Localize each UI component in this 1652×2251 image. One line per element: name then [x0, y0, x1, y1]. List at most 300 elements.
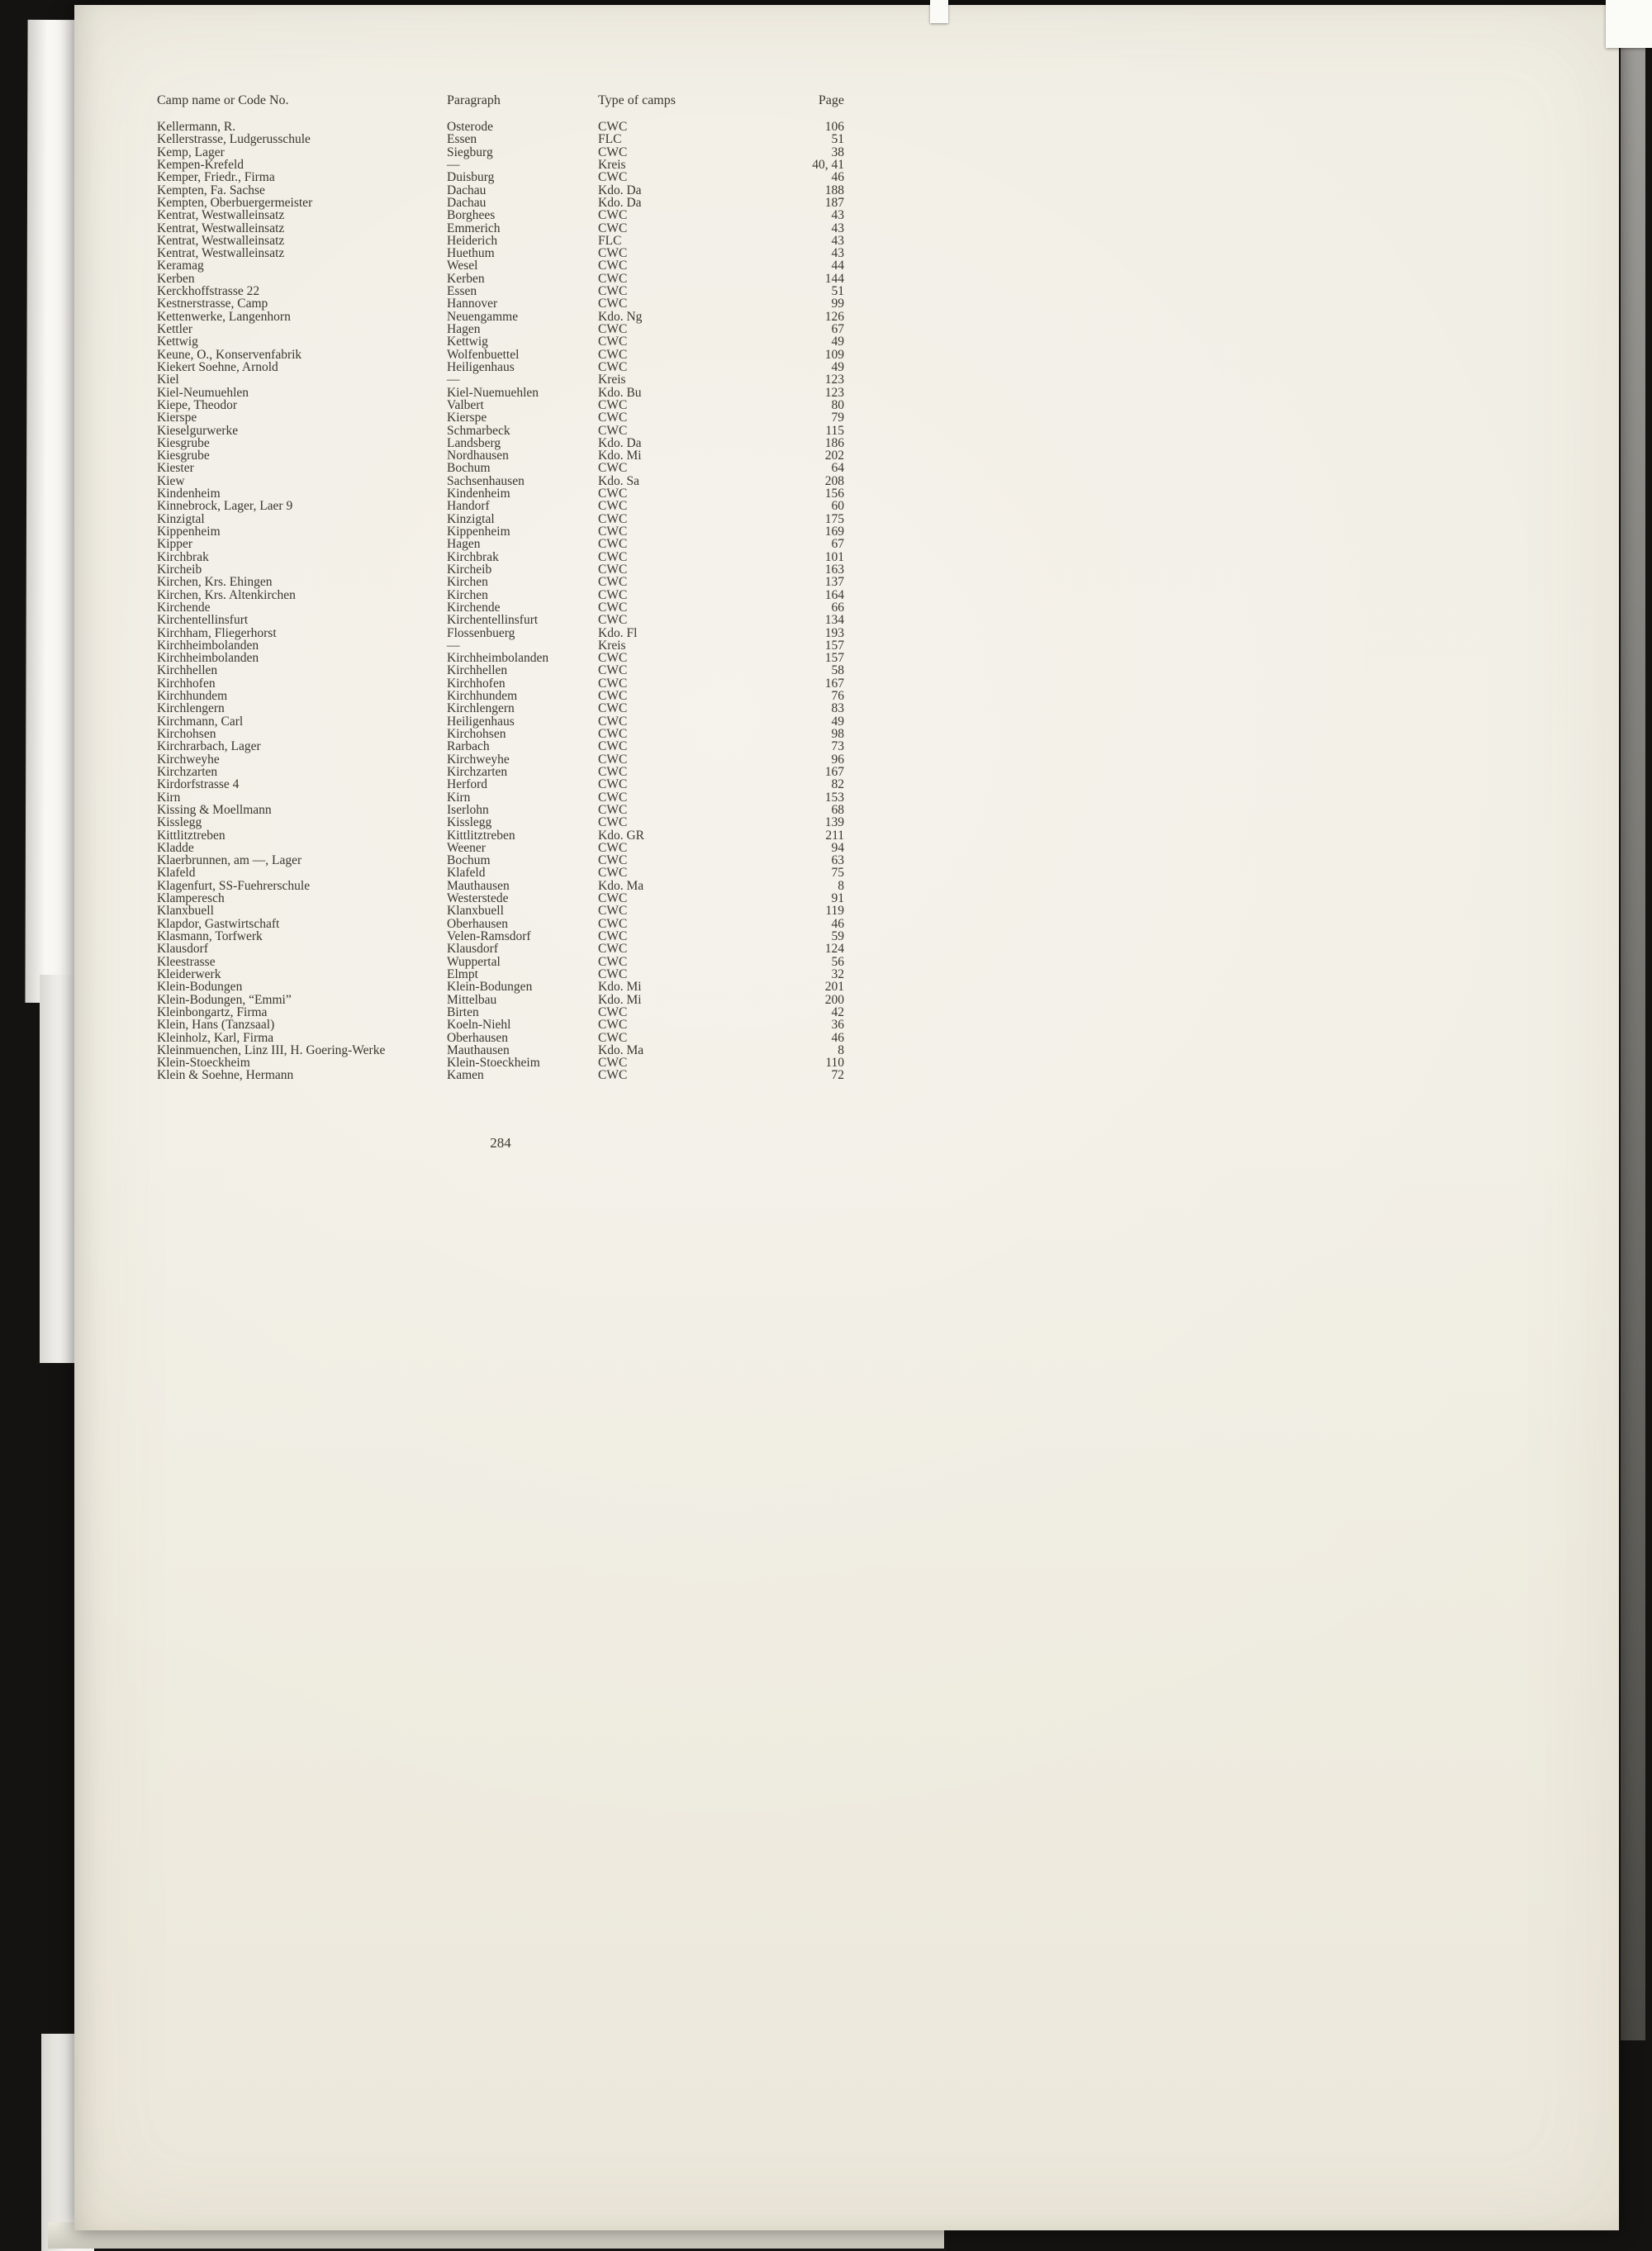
table-row	[157, 197, 844, 209]
camp-type-cell: CWC	[598, 916, 628, 931]
page-number-cell: 82	[831, 777, 844, 792]
paragraph-cell: Kirchhofen	[447, 676, 506, 691]
paragraph-cell: Neuengamme	[447, 309, 519, 324]
paragraph-cell: Mauthausen	[447, 878, 510, 893]
paragraph-cell: Heiligenhaus	[447, 714, 515, 729]
table-row	[157, 462, 844, 474]
column-header-camp-name: Camp name or Code No.	[157, 93, 289, 107]
paragraph-cell: Kippenheim	[447, 525, 510, 539]
table-row	[157, 475, 844, 487]
page-number-cell: 58	[831, 663, 844, 678]
paragraph-cell: —	[447, 157, 460, 172]
camp-name-cell: Kirchhellen	[157, 663, 218, 678]
camp-name-cell: Klaerbrunnen, am —, Lager	[157, 853, 302, 868]
paragraph-cell: Oberhausen	[447, 1030, 509, 1045]
table-row	[157, 222, 844, 235]
page-number-cell: 119	[825, 904, 844, 919]
table-row	[157, 121, 844, 133]
camp-name-cell: Kirchohsen	[157, 727, 216, 741]
table-row	[157, 791, 844, 804]
camp-name-cell: Kirchheimbolanden	[157, 651, 259, 666]
index-rows	[157, 121, 844, 1082]
camp-name-cell: Kladde	[157, 840, 194, 855]
camp-type-cell: CWC	[598, 511, 628, 526]
camp-type-cell: CWC	[598, 676, 628, 691]
paragraph-cell: Dachau	[447, 195, 487, 210]
camp-type-cell: CWC	[598, 562, 628, 577]
page-number-cell: 115	[825, 423, 844, 438]
paragraph-cell: Heiderich	[447, 233, 498, 248]
table-row	[157, 652, 844, 664]
paragraph-cell: Kirchentellinsfurt	[447, 613, 539, 628]
table-row	[157, 349, 844, 361]
camp-type-cell: CWC	[598, 525, 628, 539]
table-row	[157, 184, 844, 197]
page-number-cell: 51	[831, 132, 844, 147]
table-row	[157, 778, 844, 791]
page-number-cell: 64	[831, 461, 844, 476]
paragraph-cell: Osterode	[447, 120, 493, 134]
camp-type-cell: CWC	[598, 752, 628, 767]
page-number-cell: 43	[831, 246, 844, 261]
page-number-cell: 137	[824, 575, 844, 590]
paragraph-cell: Borghees	[447, 208, 496, 223]
camp-type-cell: Kreis	[598, 373, 626, 387]
camp-name-cell: Kemper, Friedr., Firma	[157, 170, 275, 185]
page-number-cell: 169	[824, 525, 844, 539]
camp-name-cell: Kiesgrube	[157, 435, 210, 450]
page-number-cell: 200	[824, 992, 844, 1007]
camp-type-cell: CWC	[598, 461, 628, 476]
camp-name-cell: Kinnebrock, Lager, Laer 9	[157, 499, 293, 514]
camp-name-cell: Kirchham, Fliegerhorst	[157, 625, 277, 640]
camp-type-cell: CWC	[598, 714, 628, 729]
camp-name-cell: Kiester	[157, 461, 194, 476]
paragraph-cell: Klafeld	[447, 866, 486, 881]
camp-name-cell: Kettler	[157, 322, 193, 336]
page-number-cell: 157	[824, 638, 844, 653]
page-number-cell: 79	[831, 411, 844, 425]
camp-type-cell: CWC	[598, 587, 628, 602]
camp-type-cell: CWC	[598, 966, 628, 981]
page-number-cell: 96	[831, 752, 844, 767]
paragraph-cell: Kirchlengern	[447, 701, 515, 716]
camp-type-cell: CWC	[598, 689, 628, 704]
table-row	[157, 867, 844, 879]
page-number-cell: 201	[824, 980, 844, 995]
camp-type-cell: CWC	[598, 764, 628, 779]
paper-tab-top	[930, 0, 948, 23]
table-row	[157, 715, 844, 728]
camp-type-cell: CWC	[598, 487, 628, 501]
camp-type-cell: CWC	[598, 208, 628, 223]
page-number-cell: 67	[831, 537, 844, 552]
paragraph-cell: Dachau	[447, 183, 487, 197]
folio-page-number: 284	[490, 1134, 511, 1151]
paragraph-cell: Kircheib	[447, 562, 492, 577]
camp-name-cell: Kirdorfstrasse 4	[157, 777, 240, 792]
page-number-cell: 193	[824, 625, 844, 640]
camp-name-cell: Kippenheim	[157, 525, 221, 539]
camp-name-cell: Kirchen, Krs. Altenkirchen	[157, 587, 296, 602]
paragraph-cell: Hagen	[447, 322, 481, 336]
table-row	[157, 981, 844, 993]
camp-name-cell: Klasmann, Torfwerk	[157, 929, 263, 943]
camp-type-cell: CWC	[598, 359, 628, 374]
page-number-cell: 124	[824, 942, 844, 957]
paragraph-cell: Kirchen	[447, 587, 488, 602]
camp-type-cell: Kdo. Mi	[598, 992, 642, 1007]
camp-name-cell: Kleiderwerk	[157, 966, 221, 981]
paragraph-cell: Valbert	[447, 397, 484, 412]
paragraph-cell: Rarbach	[447, 739, 490, 754]
camp-name-cell: Kentrat, Westwalleinsatz	[157, 246, 285, 261]
camp-name-cell: Kissing & Moellmann	[157, 802, 272, 817]
paragraph-cell: Landsberg	[447, 435, 501, 450]
paragraph-cell: Kirchbrak	[447, 549, 499, 564]
paragraph-cell: Handorf	[447, 499, 490, 514]
table-row	[157, 373, 844, 386]
camp-type-cell: CWC	[598, 221, 628, 235]
index-content	[157, 93, 844, 1152]
table-row	[157, 235, 844, 247]
paragraph-cell: Wolfenbuettel	[447, 347, 520, 362]
table-row	[157, 905, 844, 917]
paragraph-cell: Hannover	[447, 297, 498, 311]
camp-name-cell: Kiew	[157, 473, 185, 488]
camp-name-cell: Kirn	[157, 790, 181, 805]
page-number-cell: 106	[824, 120, 844, 134]
table-row	[157, 842, 844, 854]
table-row	[157, 133, 844, 145]
paragraph-cell: Klausdorf	[447, 942, 498, 957]
table-row	[157, 639, 844, 652]
table-row	[157, 702, 844, 715]
table-row	[157, 259, 844, 272]
camp-type-cell: CWC	[598, 423, 628, 438]
camp-name-cell: Kirchbrak	[157, 549, 209, 564]
camp-type-cell: Kdo. Mi	[598, 980, 642, 995]
table-row	[157, 664, 844, 677]
table-row	[157, 209, 844, 221]
camp-type-cell: CWC	[598, 613, 628, 628]
camp-name-cell: Klein & Soehne, Hermann	[157, 1068, 294, 1083]
paragraph-cell: Nordhausen	[447, 449, 509, 463]
camp-type-cell: CWC	[598, 701, 628, 716]
page-number-cell: 134	[824, 613, 844, 628]
table-row	[157, 487, 844, 500]
camp-name-cell: Kettwig	[157, 335, 198, 349]
table-row	[157, 677, 844, 690]
camp-type-cell: CWC	[598, 259, 628, 273]
camp-type-cell: CWC	[598, 840, 628, 855]
camp-name-cell: Kerben	[157, 271, 195, 286]
camp-name-cell: Kirchlengern	[157, 701, 225, 716]
paragraph-cell: Sachsenhausen	[447, 473, 525, 488]
table-row	[157, 930, 844, 943]
camp-type-cell: CWC	[598, 853, 628, 868]
table-header-row	[157, 93, 844, 109]
table-row	[157, 273, 844, 285]
column-header-page: Page	[818, 93, 844, 107]
paragraph-cell: Kirchheimbolanden	[447, 651, 549, 666]
camp-type-cell: Kdo. Sa	[598, 473, 639, 488]
camp-type-cell: CWC	[598, 499, 628, 514]
page-number-cell: 8	[838, 878, 844, 893]
paragraph-cell: Klein-Bodungen	[447, 980, 533, 995]
camp-type-cell: CWC	[598, 663, 628, 678]
camp-type-cell: CWC	[598, 271, 628, 286]
page-number-cell: 40, 41	[812, 157, 844, 172]
page-number-cell: 38	[831, 145, 844, 159]
camp-name-cell: Kemp, Lager	[157, 145, 225, 159]
paragraph-cell: Duisburg	[447, 170, 495, 185]
paragraph-cell: Birten	[447, 1004, 479, 1019]
table-row	[157, 323, 844, 335]
page-number-cell: 101	[824, 549, 844, 564]
table-row	[157, 361, 844, 373]
table-row	[157, 1044, 844, 1057]
camp-type-cell: CWC	[598, 929, 628, 943]
paragraph-cell: Emmerich	[447, 221, 501, 235]
table-row	[157, 766, 844, 778]
camp-type-cell: CWC	[598, 170, 628, 185]
page-number-cell: 188	[824, 183, 844, 197]
page-number-cell: 208	[824, 473, 844, 488]
table-row	[157, 994, 844, 1006]
paragraph-cell: Herford	[447, 777, 488, 792]
paragraph-cell: Kirchzarten	[447, 764, 508, 779]
camp-type-cell: CWC	[598, 904, 628, 919]
paragraph-cell: Kinzigtal	[447, 511, 495, 526]
page-number-cell: 186	[824, 435, 844, 450]
camp-name-cell: Kentrat, Westwalleinsatz	[157, 233, 285, 248]
camp-type-cell: Kdo. GR	[598, 828, 644, 843]
paragraph-cell: Klanxbuell	[447, 904, 504, 919]
page-number-cell: 99	[831, 297, 844, 311]
table-row	[157, 538, 844, 550]
table-row	[157, 690, 844, 702]
camp-type-cell: CWC	[598, 1068, 628, 1083]
camp-type-cell: Kdo. Ng	[598, 309, 643, 324]
camp-type-cell: CWC	[598, 246, 628, 261]
table-row	[157, 563, 844, 576]
camp-name-cell: Kellerstrasse, Ludgerusschule	[157, 132, 311, 147]
camp-name-cell: Kiepe, Theodor	[157, 397, 237, 412]
table-row	[157, 1057, 844, 1069]
page-number-cell: 109	[824, 347, 844, 362]
camp-name-cell: Kempen-Krefeld	[157, 157, 244, 172]
camp-name-cell: Kiekert Soehne, Arnold	[157, 359, 278, 374]
camp-name-cell: Kisslegg	[157, 815, 202, 830]
camp-type-cell: Kdo. Bu	[598, 385, 642, 400]
camp-name-cell: Kleinbongartz, Firma	[157, 1004, 268, 1019]
table-row	[157, 335, 844, 348]
page-number-cell: 59	[831, 929, 844, 943]
page-number-cell: 43	[831, 221, 844, 235]
table-row	[157, 525, 844, 538]
paragraph-cell: Kittlitztreben	[447, 828, 515, 843]
paragraph-cell: Mittelbau	[447, 992, 497, 1007]
paragraph-cell: Koeln-Niehl	[447, 1018, 511, 1033]
paragraph-cell: Velen-Ramsdorf	[447, 929, 531, 943]
camp-name-cell: Kindenheim	[157, 487, 221, 501]
table-row	[157, 1006, 844, 1019]
camp-type-cell: CWC	[598, 537, 628, 552]
camp-type-cell: FLC	[598, 233, 622, 248]
paragraph-cell: Essen	[447, 284, 477, 299]
table-row	[157, 728, 844, 740]
paragraph-cell: Kirchohsen	[447, 727, 506, 741]
table-row	[157, 399, 844, 411]
camp-type-cell: CWC	[598, 942, 628, 957]
camp-name-cell: Klein-Bodungen	[157, 980, 243, 995]
page-number-cell: 75	[831, 866, 844, 881]
table-row	[157, 551, 844, 563]
page-number-cell: 8	[838, 1042, 844, 1057]
page-number-cell: 164	[824, 587, 844, 602]
camp-type-cell: CWC	[598, 815, 628, 830]
camp-name-cell: Kellermann, R.	[157, 120, 236, 134]
page-number-cell: 49	[831, 714, 844, 729]
camp-name-cell: Kirchheimbolanden	[157, 638, 259, 653]
page-number-cell: 46	[831, 1030, 844, 1045]
camp-name-cell: Kirchweyhe	[157, 752, 220, 767]
page-number-cell: 73	[831, 739, 844, 754]
column-header-type: Type of camps	[598, 93, 676, 107]
table-row	[157, 437, 844, 449]
paragraph-cell: Mauthausen	[447, 1042, 510, 1057]
camp-type-cell: CWC	[598, 347, 628, 362]
paragraph-cell: Kirchweyhe	[447, 752, 510, 767]
page-number-cell: 67	[831, 322, 844, 336]
page-number-cell: 42	[831, 1004, 844, 1019]
table-row	[157, 968, 844, 981]
page-number-cell: 43	[831, 233, 844, 248]
camp-name-cell: Klein-Bodungen, “Emmi”	[157, 992, 292, 1007]
paragraph-cell: Kirn	[447, 790, 471, 805]
camp-type-cell: CWC	[598, 866, 628, 881]
page-number-cell: 139	[824, 815, 844, 830]
page-number-cell: 32	[831, 966, 844, 981]
column-header-paragraph: Paragraph	[447, 93, 501, 107]
camp-name-cell: Klein, Hans (Tanzsaal)	[157, 1018, 275, 1033]
camp-name-cell: Kentrat, Westwalleinsatz	[157, 208, 285, 223]
camp-name-cell: Kempten, Fa. Sachse	[157, 183, 265, 197]
page-number-cell: 46	[831, 916, 844, 931]
paper-corner-top-right	[1606, 0, 1652, 48]
camp-name-cell: Kirchen, Krs. Ehingen	[157, 575, 273, 590]
page-number-cell: 98	[831, 727, 844, 741]
table-row	[157, 159, 844, 171]
camp-name-cell: Klanxbuell	[157, 904, 214, 919]
page-number-cell: 123	[824, 373, 844, 387]
table-row	[157, 943, 844, 955]
table-row	[157, 146, 844, 159]
table-row	[157, 892, 844, 905]
camp-type-cell: CWC	[598, 297, 628, 311]
page-number-cell: 163	[824, 562, 844, 577]
camp-name-cell: Klamperesch	[157, 891, 225, 906]
paragraph-cell: Kierspe	[447, 411, 487, 425]
camp-name-cell: Klausdorf	[157, 942, 208, 957]
table-row	[157, 854, 844, 867]
paragraph-cell: Wuppertal	[447, 954, 501, 969]
table-row	[157, 614, 844, 626]
table-row	[157, 247, 844, 259]
paragraph-cell: Kiel-Nuemuehlen	[447, 385, 539, 400]
camp-name-cell: Klagenfurt, SS-Fuehrerschule	[157, 878, 311, 893]
table-row	[157, 627, 844, 639]
page-number-cell: 211	[825, 828, 844, 843]
paragraph-cell: Kisslegg	[447, 815, 492, 830]
paragraph-cell: Huethum	[447, 246, 495, 261]
page-number-cell: 49	[831, 335, 844, 349]
table-row	[157, 449, 844, 462]
camp-name-cell: Kierspe	[157, 411, 197, 425]
camp-name-cell: Kempten, Oberbuergermeister	[157, 195, 313, 210]
paragraph-cell: Oberhausen	[447, 916, 509, 931]
table-row	[157, 297, 844, 310]
book-page	[74, 5, 1619, 2230]
page-number-cell: 156	[824, 487, 844, 501]
paragraph-cell: Hagen	[447, 537, 481, 552]
camp-type-cell: Kdo. Ma	[598, 1042, 644, 1057]
camp-name-cell: Kentrat, Westwalleinsatz	[157, 221, 285, 235]
camp-name-cell: Kiel-Neumuehlen	[157, 385, 249, 400]
paragraph-cell: Elmpt	[447, 966, 478, 981]
paragraph-cell: Essen	[447, 132, 477, 147]
page-number-cell: 167	[824, 676, 844, 691]
table-row	[157, 576, 844, 588]
paragraph-cell: Westerstede	[447, 891, 509, 906]
camp-type-cell: CWC	[598, 739, 628, 754]
paragraph-cell: Iserlohn	[447, 802, 489, 817]
camp-name-cell: Kleestrasse	[157, 954, 216, 969]
camp-type-cell: CWC	[598, 575, 628, 590]
paragraph-cell: Bochum	[447, 461, 491, 476]
camp-name-cell: Kiel	[157, 373, 179, 387]
camp-name-cell: Kircheib	[157, 562, 202, 577]
page-number-cell: 80	[831, 397, 844, 412]
paper-edge-right-band	[1621, 41, 1645, 2040]
table-row	[157, 1032, 844, 1044]
camp-name-cell: Kleinmuenchen, Linz III, H. Goering-Werke	[157, 1042, 386, 1057]
camp-type-cell: Kdo. Mi	[598, 449, 642, 463]
paragraph-cell: Schmarbeck	[447, 423, 510, 438]
paragraph-cell: Kettwig	[447, 335, 488, 349]
paragraph-cell: Kirchhellen	[447, 663, 508, 678]
camp-type-cell: CWC	[598, 777, 628, 792]
page-number-cell: 153	[824, 790, 844, 805]
camp-type-cell: Kdo. Da	[598, 195, 642, 210]
paragraph-cell: —	[447, 638, 460, 653]
camp-type-cell: CWC	[598, 651, 628, 666]
camp-name-cell: Kirchzarten	[157, 764, 218, 779]
camp-type-cell: CWC	[598, 284, 628, 299]
page-number-cell: 167	[824, 764, 844, 779]
camp-name-cell: Kleinholz, Karl, Firma	[157, 1030, 274, 1045]
table-row	[157, 601, 844, 614]
page-number-cell: 46	[831, 170, 844, 185]
paragraph-cell: Siegburg	[447, 145, 493, 159]
camp-type-cell: CWC	[598, 727, 628, 741]
camp-name-cell: Kirchrarbach, Lager	[157, 739, 261, 754]
camp-type-cell: CWC	[598, 335, 628, 349]
page-number-cell: 72	[831, 1068, 844, 1083]
paragraph-cell: Kirchhundem	[447, 689, 518, 704]
camp-type-cell: CWC	[598, 411, 628, 425]
